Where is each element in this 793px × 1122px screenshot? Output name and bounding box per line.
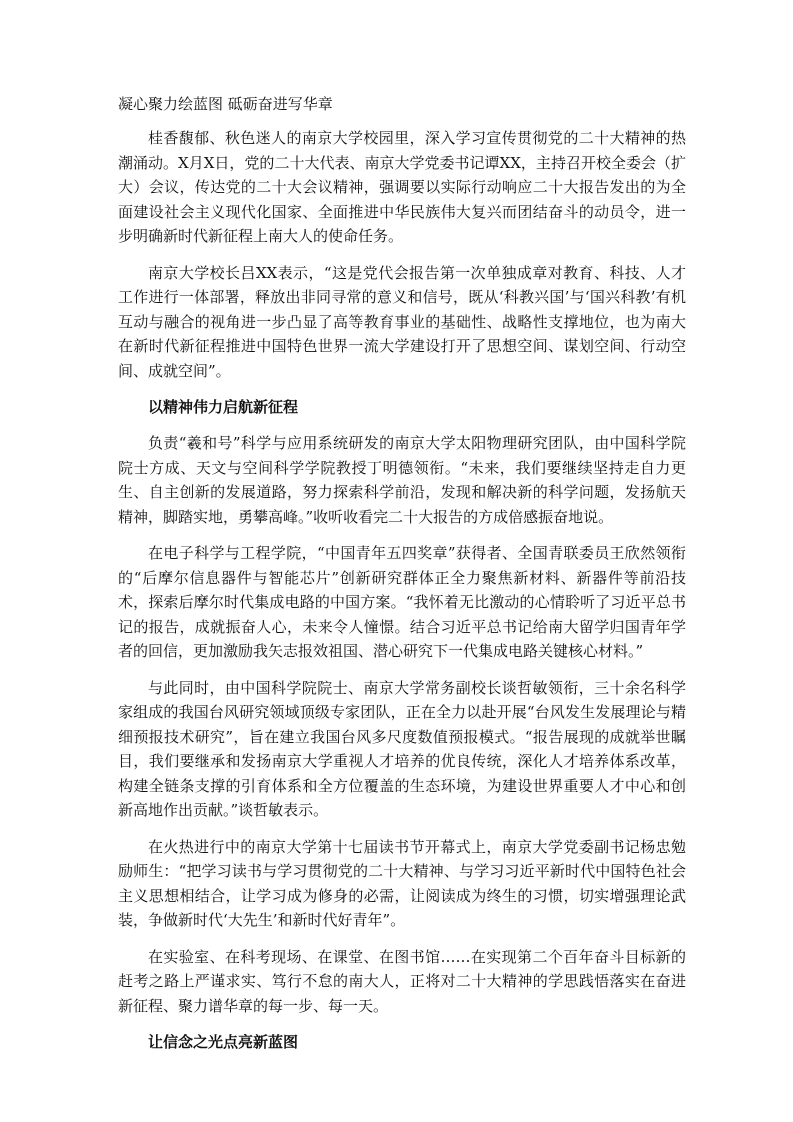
section-heading-2: 让信念之光点亮新蓝图	[148, 1033, 299, 1051]
document-page	[118, 92, 686, 1066]
paragraph-7: 在实验室、在科考现场、在课堂、在图书馆……在实现第二个百年奋斗目标新的赶考之路上严谨求实、笃行不怠的南大人，正将对二十大精神的学思践悟落实在奋进新征程、聚力谱华章的每一步、每一天。	[118, 947, 686, 1015]
document-title: 凝心聚力绘蓝图 砥砺奋进写华章	[118, 95, 333, 113]
paragraph-3: 负责“羲和号”科学与应用系统研发的南京大学太阳物理研究团队，由中国科学院院士方成、天文与空间科学学院教授丁明德领衔。“未来，我们要继续坚持走自力更生、自主创新的发展道路，努力探索科学前沿，发现和解决新的科学问题，发扬航天精神，脚踏实地，勇攀高峰。”收听收看完二十大报告的方成倍感振奋地说。	[118, 434, 686, 526]
section-heading-1: 以精神伟力启航新征程	[148, 398, 299, 416]
paragraph-2: 南京大学校长吕XX表示，“这是党代会报告第一次单独成章对教育、科技、人才工作进行一体部署，释放出非同寻常的意义和信号，既从‘科教兴国’与‘国兴科教’有机互动与融合的视角进一步凸显了高等教育事业的基础性、战略性支撑地位，也为南大在新时代新征程推进中国特色世界一流大学建设打开了思想空间、谋划空间、行动空间、成就空间”。	[118, 263, 686, 380]
paragraph-4: 在电子科学与工程学院，“中国青年五四奖章”获得者、全国青联委员王欣然领衔的“后摩尔信息器件与智能芯片”创新研究群体正全力聚焦新材料、新器件等前沿技术，探索后摩尔时代集成电路的中国方案。“我怀着无比激动的心情聆听了习近平总书记的报告，成就振奋人心，未来令人憧憬。结合习近平总书记给南大留学归国青年学者的回信，更加激励我矢志报效祖国、潜心研究下一代集成电路关键核心材料。”	[118, 544, 686, 660]
paragraph-1: 桂香馥郁、秋色迷人的南京大学校园里，深入学习宣传贯彻党的二十大精神的热潮涌动。X月X日，党的二十大代表、南京大学党委书记谭XX，主持召开校全委会（扩大）会议，传达党的二十大会议精神，强调要以实际行动响应二十大报告发出的为全面建设社会主义现代化国家、全面推进中华民族伟大复兴而团结奋斗的动员令，进一步明确新时代新征程上南大人的使命任务。	[118, 129, 686, 245]
paragraph-6: 在火热进行中的南京大学第十七届读书节开幕式上，南京大学党委副书记杨忠勉励师生：“把学习读书与学习贯彻党的二十大精神、与学习习近平新时代中国特色社会主义思想相结合，让学习成为修身的必需，让阅读成为终生的习惯，切实增强理论武装，争做新时代‘大先生’和新时代好青年”。	[118, 837, 686, 929]
paragraph-5: 与此同时，由中国科学院院士、南京大学常务副校长谈哲敏领衔，三十余名科学家组成的我国台风研究领域顶级专家团队，正在全力以赴开展“台风发生发展理论与精细预报技术研究”，旨在建立我国台风多尺度数值预报模式。“报告展现的成就举世瞩目，我们要继承和发扬南京大学重视人才培养的优良传统，深化人才培养体系改革，构建全链条支撑的引育体系和全方位覆盖的生态环境，为建设世界重要人才中心和创新高地作出贡献。”谈哲敏表示。	[118, 678, 686, 819]
